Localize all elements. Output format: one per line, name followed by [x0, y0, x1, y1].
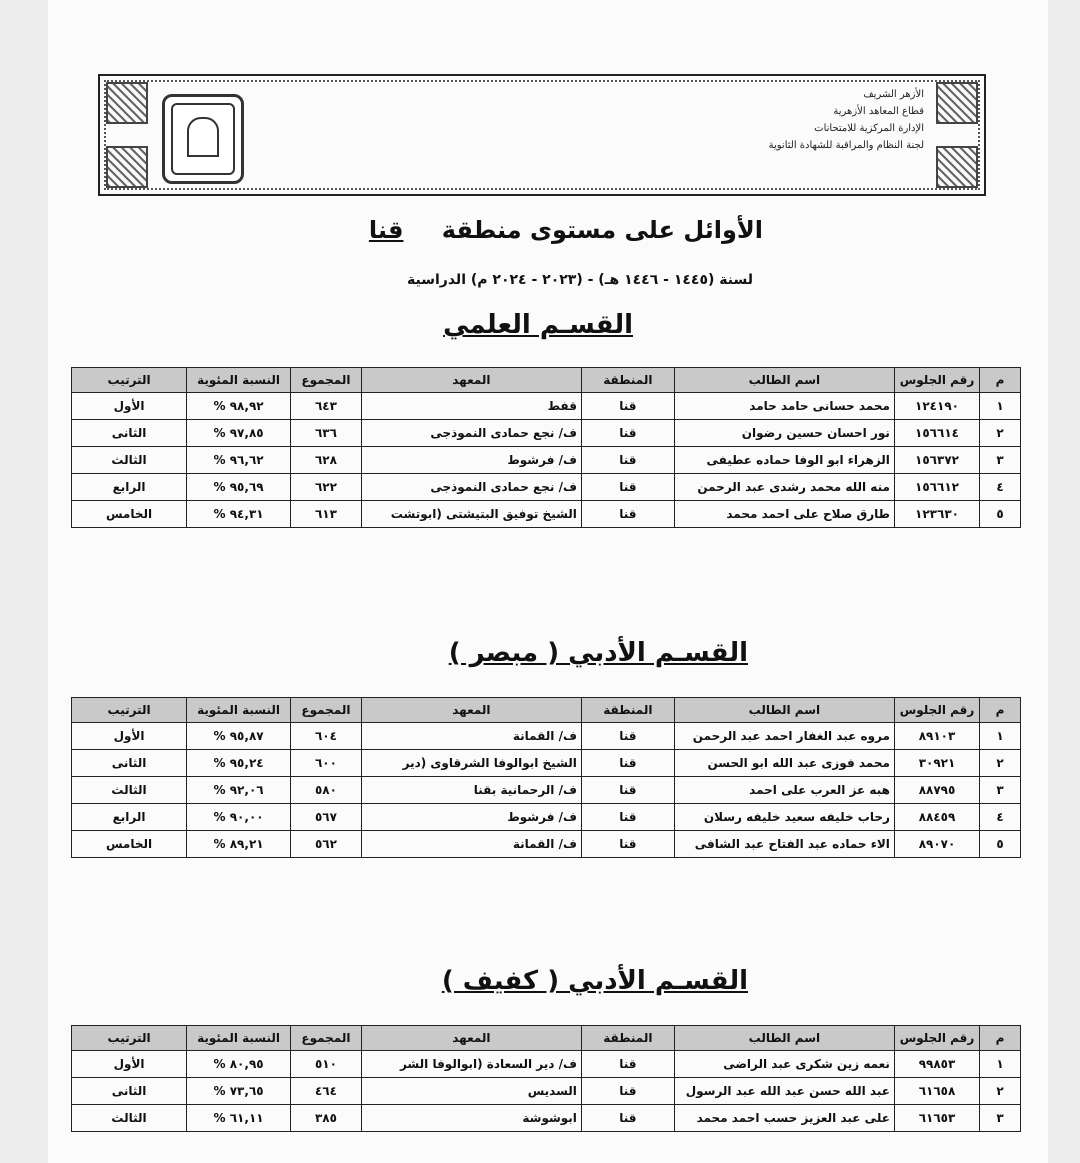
cell-region: قنا	[581, 474, 674, 501]
cell-percentage: ٩٧,٨٥ %	[187, 420, 291, 447]
cell-rank: الثالث	[72, 777, 187, 804]
cell-index: ٣	[980, 777, 1021, 804]
cell-total: ٣٨٥	[291, 1105, 362, 1132]
cell-seat-number: ١٥٦٣٧٢	[894, 447, 979, 474]
cell-student-name: محمد فوزى عبد الله ابو الحسن	[674, 750, 894, 777]
cell-rank: الثانى	[72, 750, 187, 777]
cell-student-name: نور احسان حسين رضوان	[674, 420, 894, 447]
cell-index: ٣	[980, 447, 1021, 474]
letterhead-line: الإدارة المركزية للامتحانات	[814, 123, 924, 134]
cell-rank: الثانى	[72, 420, 187, 447]
letterhead-frame	[98, 74, 986, 196]
table-row	[72, 1105, 1021, 1132]
cell-index: ٢	[980, 1078, 1021, 1105]
cell-percentage: ٨٠,٩٥ %	[187, 1051, 291, 1078]
cell-percentage: ٧٣,٦٥ %	[187, 1078, 291, 1105]
cell-institute: ف/ القمانة	[361, 831, 581, 858]
cell-region: قنا	[581, 501, 674, 528]
cell-institute: ف/ نجع حمادى النموذجى	[361, 420, 581, 447]
col-header: اسم الطالب	[674, 368, 894, 393]
cell-index: ٤	[980, 804, 1021, 831]
cell-percentage: ٩٨,٩٢ %	[187, 393, 291, 420]
cell-total: ٥٨٠	[291, 777, 362, 804]
cell-region: قنا	[581, 1105, 674, 1132]
col-header: المنطقة	[581, 368, 674, 393]
col-header: رقم الجلوس	[894, 368, 979, 393]
col-header: النسبة المئوية	[187, 698, 291, 723]
cell-total: ٦٢٢	[291, 474, 362, 501]
cell-institute: ف/ فرشوط	[361, 804, 581, 831]
letterhead-line: قطاع المعاهد الأزهرية	[833, 106, 924, 117]
cell-total: ٥١٠	[291, 1051, 362, 1078]
cell-index: ٢	[980, 750, 1021, 777]
table-literary-blind	[71, 1025, 1021, 1132]
col-header: م	[980, 1026, 1021, 1051]
corner-ornament-icon	[106, 146, 148, 188]
cell-index: ٥	[980, 831, 1021, 858]
cell-percentage: ٩٦,٦٢ %	[187, 447, 291, 474]
cell-percentage: ٩٥,٨٧ %	[187, 723, 291, 750]
cell-rank: الرابع	[72, 474, 187, 501]
cell-institute: الشيخ ابوالوفا الشرقاوى (دير	[361, 750, 581, 777]
section-heading-literary-blind: القسـم الأدبي ( كفيف )	[441, 966, 748, 996]
cell-total: ٦٢٨	[291, 447, 362, 474]
cell-student-name: على عبد العزيز حسب احمد محمد	[674, 1105, 894, 1132]
cell-institute: ف/ الرحمانية بقنا	[361, 777, 581, 804]
cell-index: ١	[980, 393, 1021, 420]
cell-percentage: ٦١,١١ %	[187, 1105, 291, 1132]
col-header: المعهد	[361, 1026, 581, 1051]
cell-percentage: ٩٥,٢٤ %	[187, 750, 291, 777]
cell-seat-number: ٨٨٧٩٥	[894, 777, 979, 804]
col-header: اسم الطالب	[674, 1026, 894, 1051]
table-row	[72, 1078, 1021, 1105]
col-header: م	[980, 368, 1021, 393]
cell-seat-number: ١٥٦٦١٢	[894, 474, 979, 501]
table-row	[72, 831, 1021, 858]
cell-student-name: رحاب خليفه سعيد خليفه رسلان	[674, 804, 894, 831]
corner-ornament-icon	[936, 146, 978, 188]
cell-rank: الأول	[72, 723, 187, 750]
azhar-logo	[162, 94, 244, 184]
corner-ornament-icon	[936, 82, 978, 124]
cell-total: ٥٦٢	[291, 831, 362, 858]
table-row	[72, 420, 1021, 447]
cell-student-name: مروه عبد الغفار احمد عبد الرحمن	[674, 723, 894, 750]
cell-student-name: الزهراء ابو الوفا حماده عطيفى	[674, 447, 894, 474]
col-header: النسبة المئوية	[187, 368, 291, 393]
col-header: النسبة المئوية	[187, 1026, 291, 1051]
cell-rank: الثانى	[72, 1078, 187, 1105]
cell-region: قنا	[581, 393, 674, 420]
cell-percentage: ٩٥,٦٩ %	[187, 474, 291, 501]
cell-index: ٥	[980, 501, 1021, 528]
table-row	[72, 501, 1021, 528]
table-header-row	[72, 368, 1021, 393]
cell-region: قنا	[581, 420, 674, 447]
cell-percentage: ٩٢,٠٦ %	[187, 777, 291, 804]
cell-rank: الرابع	[72, 804, 187, 831]
table-row	[72, 474, 1021, 501]
col-header: المجموع	[291, 1026, 362, 1051]
cell-student-name: عبد الله حسن عبد الله عبد الرسول	[674, 1078, 894, 1105]
col-header: الترتيب	[72, 698, 187, 723]
cell-index: ١	[980, 1051, 1021, 1078]
col-header: المنطقة	[581, 698, 674, 723]
table-literary-sighted	[71, 697, 1021, 858]
cell-student-name: منه الله محمد رشدى عبد الرحمن	[674, 474, 894, 501]
cell-seat-number: ٩٩٨٥٣	[894, 1051, 979, 1078]
cell-region: قنا	[581, 1051, 674, 1078]
cell-institute: ف/ القمانة	[361, 723, 581, 750]
section-heading-literary-sighted: القسـم الأدبي ( مبصر )	[448, 638, 748, 668]
col-header: م	[980, 698, 1021, 723]
col-header: المعهد	[361, 698, 581, 723]
col-header: المنطقة	[581, 1026, 674, 1051]
cell-region: قنا	[581, 777, 674, 804]
cell-total: ٤٦٤	[291, 1078, 362, 1105]
cell-seat-number: ٣٠٩٢١	[894, 750, 979, 777]
cell-rank: الأول	[72, 393, 187, 420]
cell-total: ٦٣٦	[291, 420, 362, 447]
col-header: رقم الجلوس	[894, 698, 979, 723]
cell-region: قنا	[581, 447, 674, 474]
cell-total: ٦١٣	[291, 501, 362, 528]
cell-region: قنا	[581, 831, 674, 858]
cell-total: ٦٠٠	[291, 750, 362, 777]
table-header-row	[72, 698, 1021, 723]
cell-rank: الأول	[72, 1051, 187, 1078]
cell-institute: ف/ نجع حمادى النموذجى	[361, 474, 581, 501]
col-header: المجموع	[291, 698, 362, 723]
cell-region: قنا	[581, 750, 674, 777]
corner-ornament-icon	[106, 82, 148, 124]
table-row	[72, 1051, 1021, 1078]
page-title	[369, 216, 763, 244]
cell-seat-number: ٦١٦٥٨	[894, 1078, 979, 1105]
year-line: لسنة (١٤٤٥ - ١٤٤٦ هـ) - (٢٠٢٣ - ٢٠٢٤ م) الدراسية	[407, 272, 753, 288]
cell-region: قنا	[581, 1078, 674, 1105]
cell-student-name: هبه عز العرب على احمد	[674, 777, 894, 804]
title-region: قنا	[368, 216, 404, 244]
col-header: اسم الطالب	[674, 698, 894, 723]
cell-student-name: طارق صلاح على احمد محمد	[674, 501, 894, 528]
cell-institute: قفط	[361, 393, 581, 420]
col-header: الترتيب	[72, 368, 187, 393]
table-header-row	[72, 1026, 1021, 1051]
cell-seat-number: ٦١٦٥٣	[894, 1105, 979, 1132]
table-scientific	[71, 367, 1021, 528]
table-row	[72, 777, 1021, 804]
cell-total: ٥٦٧	[291, 804, 362, 831]
col-header: المجموع	[291, 368, 362, 393]
cell-institute: ف/ دير السعادة (ابوالوفا الشر	[361, 1051, 581, 1078]
cell-seat-number: ٨٩٠٧٠	[894, 831, 979, 858]
table-row	[72, 750, 1021, 777]
cell-seat-number: ١٢٤١٩٠	[894, 393, 979, 420]
cell-rank: الثالث	[72, 1105, 187, 1132]
letterhead-text	[769, 86, 924, 154]
title-prefix: الأوائل على مستوى منطقة	[441, 216, 763, 244]
col-header: الترتيب	[72, 1026, 187, 1051]
cell-percentage: ٩٤,٣١ %	[187, 501, 291, 528]
cell-institute: ف/ فرشوط	[361, 447, 581, 474]
cell-region: قنا	[581, 723, 674, 750]
cell-seat-number: ١٢٣٦٣٠	[894, 501, 979, 528]
cell-rank: الثالث	[72, 447, 187, 474]
cell-seat-number: ٨٨٤٥٩	[894, 804, 979, 831]
table-row	[72, 804, 1021, 831]
cell-total: ٦٤٣	[291, 393, 362, 420]
col-header: المعهد	[361, 368, 581, 393]
table-row	[72, 723, 1021, 750]
cell-institute: ابوشوشة	[361, 1105, 581, 1132]
letterhead-line: لجنة النظام والمراقبة للشهادة الثانوية	[768, 140, 924, 151]
section-heading-scientific: القسـم العلمي	[443, 310, 633, 340]
cell-total: ٦٠٤	[291, 723, 362, 750]
cell-seat-number: ١٥٦٦١٤	[894, 420, 979, 447]
table-row	[72, 393, 1021, 420]
cell-index: ٢	[980, 420, 1021, 447]
cell-index: ١	[980, 723, 1021, 750]
cell-student-name: الاء حماده عبد الفتاح عبد الشافى	[674, 831, 894, 858]
cell-seat-number: ٨٩١٠٣	[894, 723, 979, 750]
cell-institute: الشيخ توفيق البتيشتى (ابوتشت	[361, 501, 581, 528]
cell-rank: الخامس	[72, 831, 187, 858]
cell-index: ٣	[980, 1105, 1021, 1132]
cell-index: ٤	[980, 474, 1021, 501]
cell-percentage: ٩٠,٠٠ %	[187, 804, 291, 831]
cell-rank: الخامس	[72, 501, 187, 528]
cell-region: قنا	[581, 804, 674, 831]
cell-student-name: نعمه زين شكرى عبد الراضى	[674, 1051, 894, 1078]
col-header: رقم الجلوس	[894, 1026, 979, 1051]
cell-student-name: محمد حسانى حامد حامد	[674, 393, 894, 420]
cell-percentage: ٨٩,٢١ %	[187, 831, 291, 858]
document-page	[48, 0, 1048, 1163]
table-row	[72, 447, 1021, 474]
letterhead-line: الأزهر الشريف	[863, 89, 924, 100]
cell-institute: السديس	[361, 1078, 581, 1105]
